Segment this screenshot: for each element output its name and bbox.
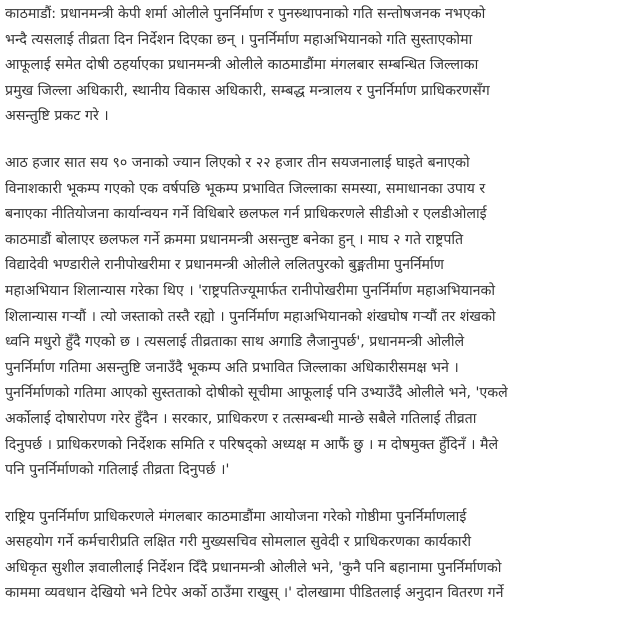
- paragraph-line: राष्ट्रिय पुनर्निर्माण प्राधिकरणले मंगलबार काठमाडौंमा आयोजना गरेको गोष्ठीमा पुनर्निर्माणलाई: [5, 508, 467, 525]
- paragraph-line: अर्कोलाई दोषारोपण गरेर हुँदैन । सरकार, प्राधिकरण र तत्सम्बन्धी मान्छे सबैले गतिलाई तीव्रता: [5, 410, 477, 427]
- article-paragraph-1: [5, 0, 629, 130]
- paragraph-line: शिलान्यास गर्‍यौं । त्यो जस्ताको तस्तै रह्यो । पुनर्निर्माण महाअभियानको शंखघोष गर्‍यौं तर शंखको: [5, 308, 496, 325]
- paragraph-line: ध्वनि मधुरो हुँदै गएको छ । त्यसलाई तीव्रताका साथ अगाडि लैजानुपर्छ', प्रधानमन्त्री ओलीले: [5, 334, 465, 351]
- paragraph-line: दिनुपर्छ । प्राधिकरणको निर्देशक समिति र परिषद्को अध्यक्ष म आफैं छु । म दोषमुक्त हुँदिनँ । मैले: [5, 436, 499, 453]
- paragraph-line: आफूलाई समेत दोषी ठहर्याएका प्रधानमन्त्री ओलीले काठमाडौंमा मंगलबार सम्बन्धित जिल्लाका: [5, 57, 479, 74]
- paragraph-line: विद्यादेवी भण्डारीले रानीपोखरीमा र प्रधानमन्त्री ओलीले ललितपुरको बुङ्मतीमा पुनर्निर्माण: [5, 257, 444, 274]
- paragraph-line: बनाएका नीतियोजना कार्यान्वयन गर्ने विधिबारे छलफल गर्न प्राधिकरणले सीडीओ र एलडीओलाई: [5, 206, 487, 223]
- paragraph-line: काठमाडौं: प्रधानमन्त्री केपी शर्मा ओलीले पुनर्निर्माण र पुनस्र्थापनाको गति सन्तोषजनक नभएको: [5, 6, 486, 22]
- paragraph-line: विनाशकारी भूकम्प गएको एक वर्षपछि भूकम्प प्रभावित जिल्लाका समस्या, समाधानका उपाय र: [5, 180, 486, 197]
- paragraph-line: काममा व्यवधान देखियो भने टिपेर अर्को ठाउँमा राखुस् ।' दोलखामा पीडितलाई अनुदान वितरण गर्ने: [5, 585, 504, 602]
- news-article: [5, 0, 629, 628]
- paragraph-line: महाअभियान शिलान्यास गरेका थिए । 'राष्ट्रपतिज्यूमार्फत रानीपोखरीमा पुनर्निर्माण महाअभियानको: [5, 282, 496, 299]
- article-paragraph-2: [5, 151, 629, 484]
- paragraph-line: भन्दै त्यसलाई तीव्रता दिन निर्देशन दिएका छन् । पुनर्निर्माण महाअभियानको गति सुस्ताएकोमा: [5, 31, 473, 48]
- paragraph-line: आठ हजार सात सय ९० जनाको ज्यान लिएको र २२ हजार तीन सयजनालाई घाइते बनाएको: [5, 154, 470, 171]
- paragraph-line: पनि पुनर्निर्माणको गतिलाई तीव्रता दिनुपर्छ ।': [5, 462, 230, 479]
- paragraph-line: असन्तुष्टि प्रकट गरे ।: [5, 108, 109, 125]
- paragraph-line: प्रमुख जिल्ला अधिकारी, स्थानीय विकास अधिकारी, सम्बद्ध मन्त्रालय र पुनर्निर्माण प्राधिकरणसँग: [5, 82, 490, 99]
- paragraph-line: काठमाडौं बोलाएर छलफल गर्ने क्रममा प्रधानमन्त्री असन्तुष्ट बनेका हुन् । माघ २ गते राष्ट्रपति: [5, 231, 464, 248]
- paragraph-line: असहयोग गर्ने कर्मचारीप्रति लक्षित गरी मुख्यसचिव सोमलाल सुवेदी र प्राधिकरणका कार्यकारी: [5, 534, 472, 551]
- paragraph-line: अधिकृत सुशील ज्ञवालीलाई निर्देशन दिँदै प्रधानमन्त्री ओलीले भने, 'कुनै पनि बहानामा पुनर्निर्माणको: [5, 559, 502, 576]
- paragraph-line: पुनर्निर्माण गतिमा असन्तुष्टि जनाउँदै भूकम्प अति प्रभावित जिल्लाका अधिकारीसमक्ष भने ।: [5, 359, 459, 376]
- article-paragraph-3: [5, 505, 629, 607]
- paragraph-line: पुनर्निर्माणको गतिमा आएको सुस्तताको दोषीको सूचीमा आफूलाई पनि उभ्याउँदै ओलीले भने, 'एकले: [5, 385, 508, 402]
